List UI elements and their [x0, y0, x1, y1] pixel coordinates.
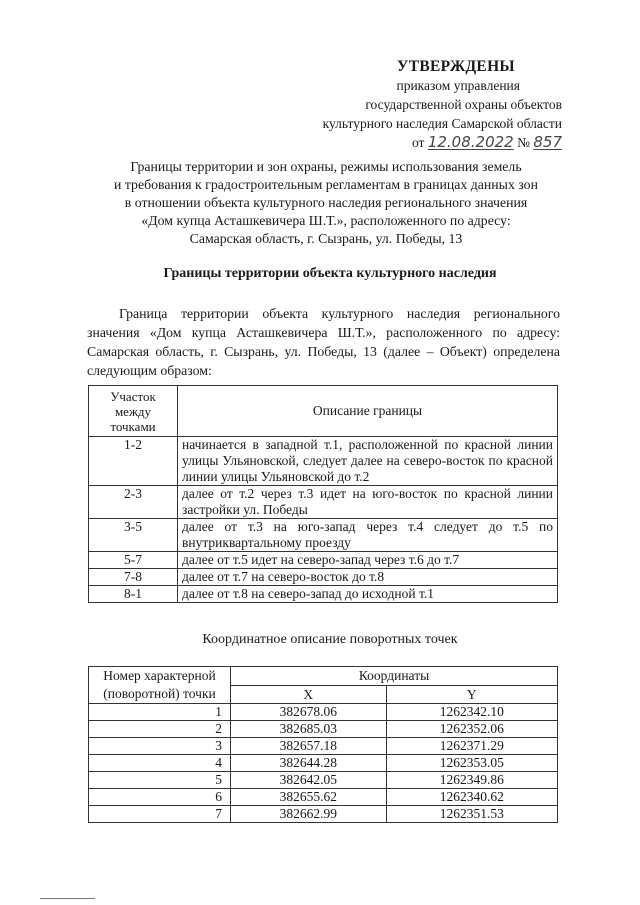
table-row [89, 721, 558, 738]
coord-y: 1262352.06 [386, 721, 557, 738]
header-coords: Координаты [231, 667, 558, 686]
approval-block [300, 58, 562, 151]
point-number: 3 [89, 738, 231, 755]
table-row [89, 806, 558, 823]
approval-title: УТВЕРЖДЕНЫ [397, 58, 515, 75]
heading-line-1: Границы территории и зон охраны, режимы использования земель [130, 159, 522, 174]
table-row [89, 437, 558, 486]
segment-cell: 8-1 [89, 586, 178, 603]
segment-cell: 1-2 [89, 437, 178, 486]
segment-cell: 2-3 [89, 486, 178, 519]
coord-x: 382685.03 [231, 721, 387, 738]
number-label: № [517, 135, 530, 150]
table-row [89, 789, 558, 806]
heading-line-2: и требования к градостроительным регламентам в границах данных зон [114, 177, 538, 192]
table-row [89, 704, 558, 721]
segment-cell: 5-7 [89, 552, 178, 569]
header-y: Y [386, 686, 557, 704]
point-number: 6 [89, 789, 231, 806]
document-heading [100, 158, 552, 248]
from-label: от [411, 135, 425, 150]
table-row [89, 569, 558, 586]
coord-x: 382662.99 [231, 806, 387, 823]
description-cell: далее от т.5 идет на северо-запад через т.6 до т.7 [178, 552, 558, 569]
segment-cell: 7-8 [89, 569, 178, 586]
coord-y: 1262351.53 [386, 806, 557, 823]
coord-x: 382655.62 [231, 789, 387, 806]
header-x: X [231, 686, 387, 704]
table-row [89, 519, 558, 552]
approval-order-line [300, 133, 562, 151]
section-title: Границы территории объекта культурного наследия [163, 266, 497, 281]
handwritten-number: 857 [533, 133, 562, 151]
coord-y: 1262353.05 [386, 755, 557, 772]
coord-y: 1262342.10 [386, 704, 557, 721]
coord-x: 382657.18 [231, 738, 387, 755]
point-number: 2 [89, 721, 231, 738]
table-row [89, 486, 558, 519]
heading-line-3: в отношении объекта культурного наследия регионального значения [124, 195, 528, 210]
coord-y: 1262349.86 [386, 772, 557, 789]
boundary-table [88, 385, 558, 603]
approval-line-2: государственной охраны объектов [365, 97, 562, 112]
coord-y: 1262340.62 [386, 789, 557, 806]
heading-line-5: Самарская область, г. Сызрань, ул. Победы, 13 [189, 231, 463, 246]
coords-table [88, 666, 558, 823]
description-cell: далее от т.8 на северо-запад до исходной т.1 [178, 586, 558, 603]
approval-line-3: культурного наследия Самарской области [322, 116, 562, 131]
table-row [89, 552, 558, 569]
description-cell: далее от т.2 через т.3 идет на юго-восток по красной линии застройки ул. Победы [178, 486, 558, 519]
point-number: 7 [89, 806, 231, 823]
handwritten-date: 12.08.2022 [427, 133, 514, 151]
table-row [89, 772, 558, 789]
footer-divider [40, 898, 95, 899]
header-point: Номер характерной (поворотной) точки [89, 667, 231, 704]
coord-x: 382642.05 [231, 772, 387, 789]
point-number: 1 [89, 704, 231, 721]
description-cell: начинается в западной т.1, расположенной по красной линии улицы Ульяновской, следует далее на северо-восток по красной линии улицы Ульяновской до т.2 [178, 437, 558, 486]
point-number: 4 [89, 755, 231, 772]
description-cell: далее от т.7 на северо-восток до т.8 [178, 569, 558, 586]
segment-cell: 3-5 [89, 519, 178, 552]
coord-y: 1262371.29 [386, 738, 557, 755]
boundary-paragraph [87, 304, 560, 380]
paragraph-text: Граница территории объекта культурного наследия регионального значения «Дом купца Асташкевичера Ш.Т.», расположенного по адресу: Самарская область, г. Сызрань, ул. Победы, 13 (далее – Объект) определена следующим образом: [87, 306, 560, 378]
description-cell: далее от т.3 на юго-запад через т.4 следует до т.5 по внутриквартальному проезду [178, 519, 558, 552]
point-number: 5 [89, 772, 231, 789]
coords-title: Координатное описание поворотных точек [202, 632, 458, 647]
table-row [89, 755, 558, 772]
table-row [89, 738, 558, 755]
coord-x: 382678.06 [231, 704, 387, 721]
header-segment: Участок между точками [89, 386, 178, 437]
header-description: Описание границы [178, 386, 558, 437]
table-row [89, 586, 558, 603]
approval-line-1: приказом управления [396, 78, 520, 93]
heading-line-4: «Дом купца Асташкевичера Ш.Т.», расположенного по адресу: [141, 213, 511, 228]
coord-x: 382644.28 [231, 755, 387, 772]
